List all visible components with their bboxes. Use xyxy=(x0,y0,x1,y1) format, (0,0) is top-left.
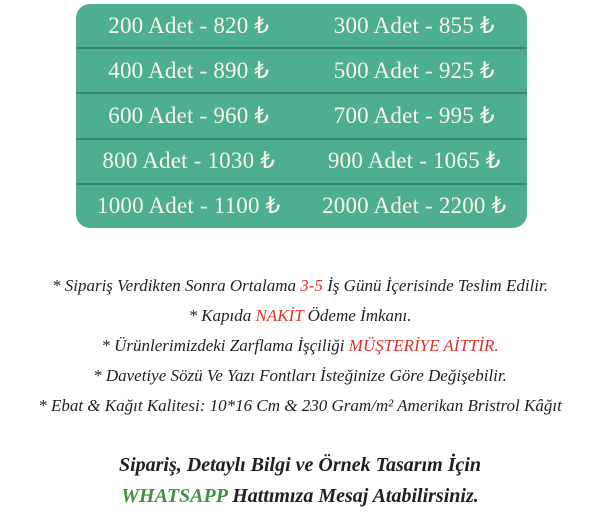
whatsapp-label: WHATSAPP xyxy=(121,485,228,507)
price-cell: 200 Adet - 820 ₺ xyxy=(108,12,270,38)
note-cash-payment xyxy=(0,301,600,331)
price-cell: 700 Adet - 995 ₺ xyxy=(333,103,495,128)
price-cell: 300 Adet - 855 ₺ xyxy=(333,12,495,38)
price-table xyxy=(76,4,527,228)
note-customizable-fonts xyxy=(0,361,600,391)
price-cell: 500 Adet - 925 ₺ xyxy=(333,57,495,83)
price-row-2 xyxy=(76,47,527,92)
price-cell: 900 Adet - 1065 ₺ xyxy=(327,148,501,174)
footer-line-whatsapp xyxy=(0,481,600,512)
footer-text: Hattımıza Mesaj Atabilirsiniz. xyxy=(227,485,479,507)
price-row-1 xyxy=(76,4,527,47)
price-row-4 xyxy=(76,138,527,183)
note-envelope-labor xyxy=(0,331,600,361)
note-highlight-red: MÜŞTERİYE AİTTİR. xyxy=(348,336,499,355)
price-cell: 400 Adet - 890 ₺ xyxy=(108,57,270,83)
price-row-5 xyxy=(76,183,527,228)
price-row-3 xyxy=(76,92,527,137)
note-highlight-red: 3-5 xyxy=(300,276,323,295)
note-text: * Ürünlerimizdeki Zarflama İşçiliği xyxy=(101,336,349,355)
price-cell: 1000 Adet - 1100 ₺ xyxy=(97,193,281,219)
note-text: * Sipariş Verdikten Sonra Ortalama xyxy=(52,276,301,295)
note-text: Ödeme İmkanı. xyxy=(303,306,412,325)
note-text: İş Günü İçerisinde Teslim Edilir. xyxy=(322,276,548,295)
price-cell: 800 Adet - 1030 ₺ xyxy=(102,148,276,174)
note-text: * Kapıda xyxy=(188,306,256,325)
note-text: * Ebat & Kağıt Kalitesi: 10*16 Cm & 230 Gram/m² Amerikan Bristrol Kâğıt xyxy=(38,396,562,415)
price-cell: 600 Adet - 960 ₺ xyxy=(108,103,270,128)
price-cell: 2000 Adet - 2200 ₺ xyxy=(322,193,507,219)
footer-section xyxy=(0,450,600,512)
notes-section xyxy=(0,271,600,421)
footer-line-contact: Sipariş, Detaylı Bilgi ve Örnek Tasarım İçin xyxy=(118,454,482,476)
note-paper-quality xyxy=(0,391,600,421)
note-highlight-red: NAKİT xyxy=(255,306,304,325)
note-text: * Davetiye Sözü Ve Yazı Fontları İsteğinize Göre Değişebilir. xyxy=(93,366,507,385)
note-delivery-time xyxy=(0,271,600,301)
